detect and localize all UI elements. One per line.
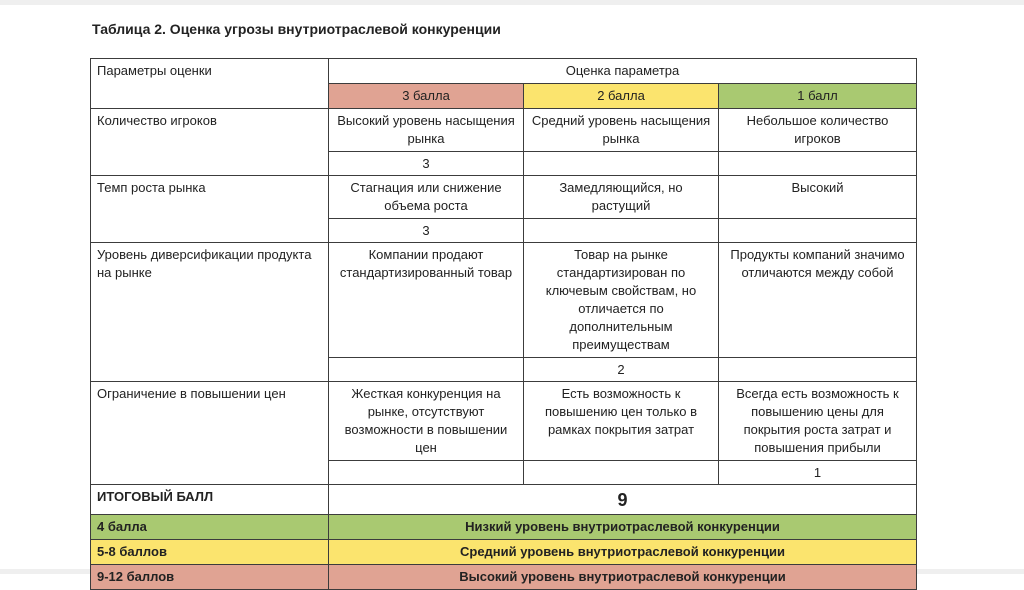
header-evaluation-label: Оценка параметра xyxy=(329,59,917,84)
table-row xyxy=(91,382,917,461)
score-cell-3: 3 xyxy=(329,219,524,243)
row-cell-1: Продукты компаний значимо отличаются между собой xyxy=(719,243,917,358)
row-param: Темп роста рынка xyxy=(91,176,329,243)
row-cell-2: Товар на рынке стандартизирован по ключевым свойствам, но отличается по дополнительным преимуществам xyxy=(524,243,719,358)
row-cell-3: Компании продают стандартизированный товар xyxy=(329,243,524,358)
level-description: Высокий уровень внутриотраслевой конкуренции xyxy=(329,565,917,590)
row-cell-2: Замедляющийся, но растущий xyxy=(524,176,719,219)
score-cell-3 xyxy=(329,461,524,485)
level-row-low xyxy=(91,515,917,540)
score-cell-2 xyxy=(524,152,719,176)
score-cell-2: 2 xyxy=(524,358,719,382)
total-value: 9 xyxy=(329,485,917,515)
row-param: Ограничение в повышении цен xyxy=(91,382,329,485)
score-cell-2 xyxy=(524,461,719,485)
row-cell-1: Небольшое количество игроков xyxy=(719,109,917,152)
row-cell-1: Всегда есть возможность к повышению цены для покрытия роста затрат и повышения прибыли xyxy=(719,382,917,461)
competition-table xyxy=(90,58,917,590)
table-row xyxy=(91,243,917,358)
table-title: Таблица 2. Оценка угрозы внутриотраслевой конкуренции xyxy=(92,21,501,37)
level-row-medium xyxy=(91,540,917,565)
row-param: Количество игроков xyxy=(91,109,329,176)
header-score-1: 1 балл xyxy=(719,84,917,109)
total-row xyxy=(91,485,917,515)
row-cell-1: Высокий xyxy=(719,176,917,219)
level-range: 9-12 баллов xyxy=(91,565,329,590)
table-row xyxy=(91,109,917,152)
score-cell-1: 1 xyxy=(719,461,917,485)
score-cell-3: 3 xyxy=(329,152,524,176)
row-cell-3: Высокий уровень насыщения рынка xyxy=(329,109,524,152)
score-cell-1 xyxy=(719,219,917,243)
score-cell-1 xyxy=(719,152,917,176)
level-range: 5-8 баллов xyxy=(91,540,329,565)
level-description: Низкий уровень внутриотраслевой конкуренции xyxy=(329,515,917,540)
row-cell-3: Стагнация или снижение объема роста xyxy=(329,176,524,219)
row-cell-3: Жесткая конкуренция на рынке, отсутствуют возможности в повышении цен xyxy=(329,382,524,461)
level-description: Средний уровень внутриотраслевой конкуренции xyxy=(329,540,917,565)
total-label: ИТОГОВЫЙ БАЛЛ xyxy=(91,485,329,515)
header-row xyxy=(91,59,917,84)
frame-top-bar xyxy=(0,0,1024,5)
level-range: 4 балла xyxy=(91,515,329,540)
row-cell-2: Есть возможность к повышению цен только в рамках покрытия затрат xyxy=(524,382,719,461)
header-score-2: 2 балла xyxy=(524,84,719,109)
score-cell-2 xyxy=(524,219,719,243)
score-cell-1 xyxy=(719,358,917,382)
row-cell-2: Средний уровень насыщения рынка xyxy=(524,109,719,152)
level-row-high xyxy=(91,565,917,590)
table-row xyxy=(91,176,917,219)
header-params-label: Параметры оценки xyxy=(91,59,329,109)
row-param: Уровень диверсификации продукта на рынке xyxy=(91,243,329,382)
header-score-3: 3 балла xyxy=(329,84,524,109)
score-cell-3 xyxy=(329,358,524,382)
